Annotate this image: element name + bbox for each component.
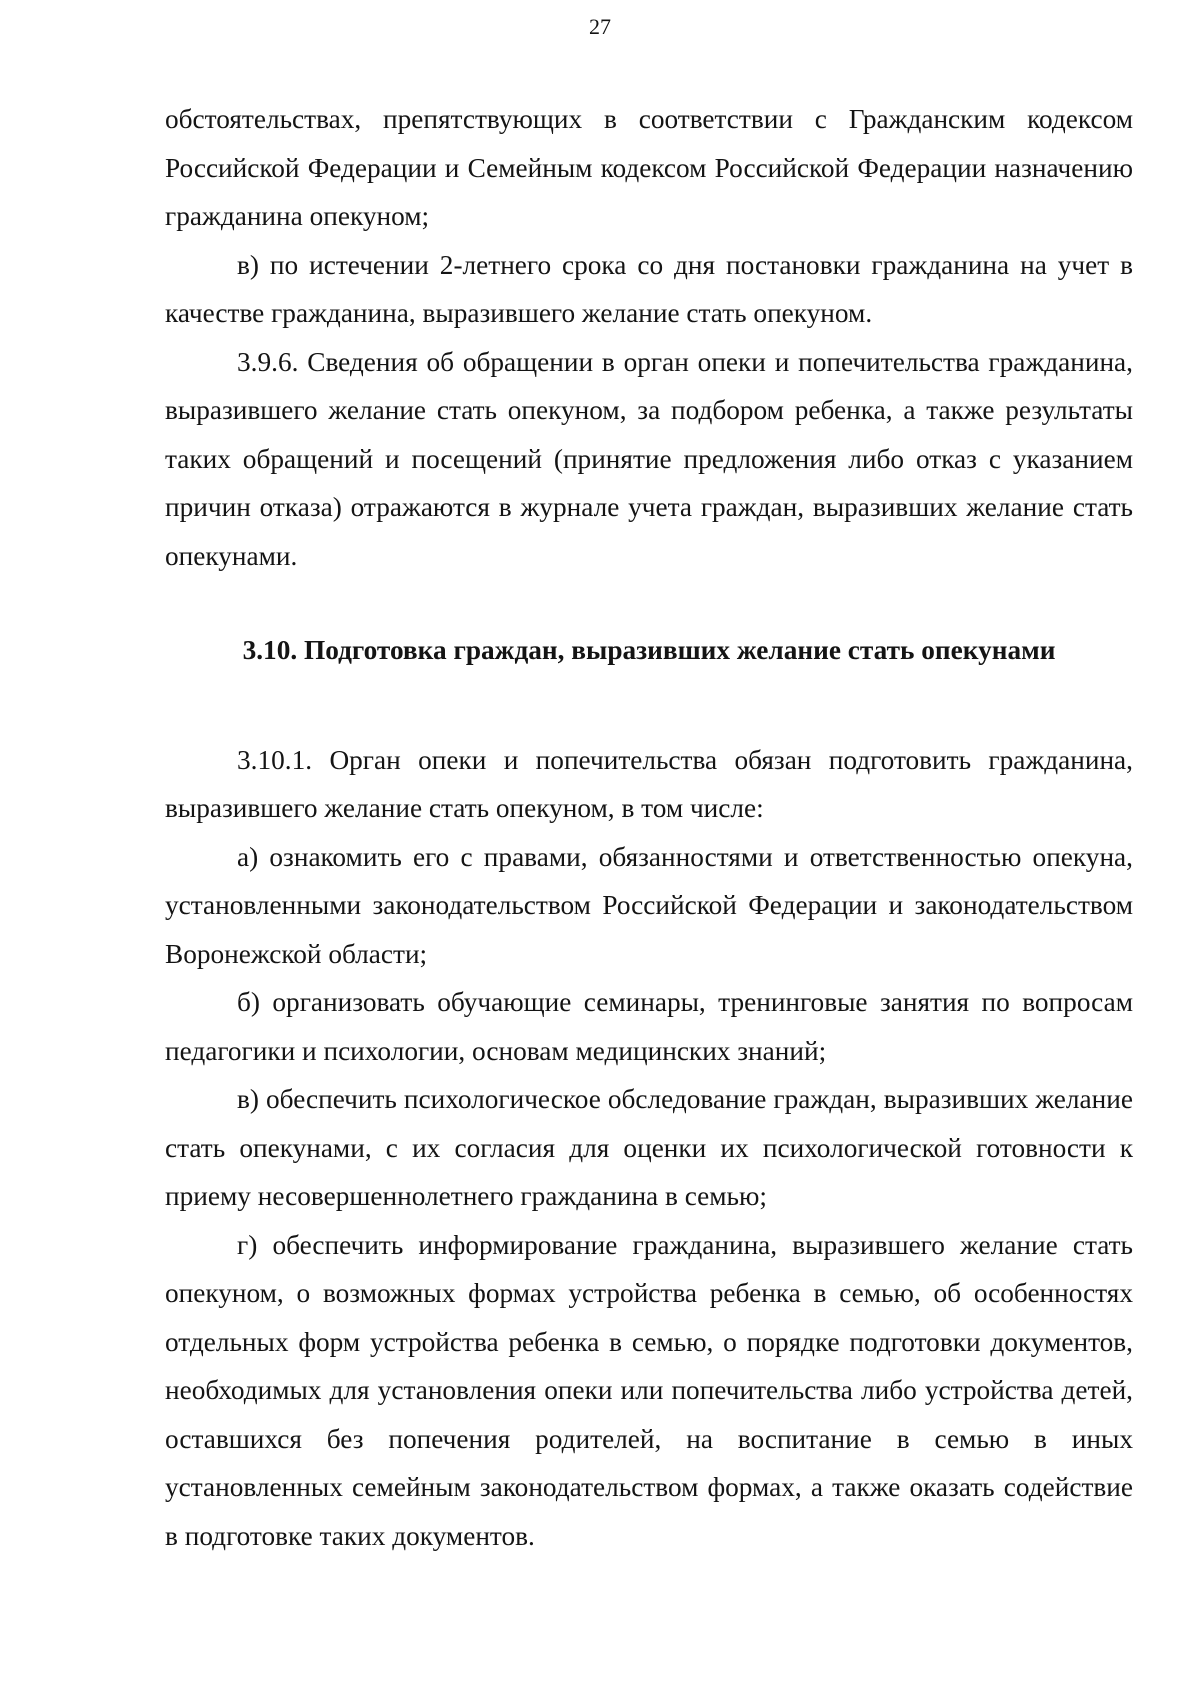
page-number: 27 — [589, 14, 611, 39]
paragraph-3-10-1: 3.10.1. Орган опеки и попечительства обязан подготовить гражданина, выразившего желание стать опекуном, в том числе: — [165, 744, 1133, 823]
spacer — [165, 580, 1133, 626]
spacer — [165, 675, 1133, 736]
document-body — [165, 95, 1133, 1560]
paragraph-3-9-6: 3.9.6. Сведения об обращении в орган опеки и попечительства гражданина, выразившего желание стать опекуном, за подбором ребенка, а также результаты таких обращений и посещений (принятие предложения либо отказ с указанием причин отказа) отражаются в журнале учета граждан, выразивших желание стать опекунами. — [165, 346, 1133, 571]
paragraph-item-v: в) по истечении 2-летнего срока со дня постановки гражданина на учет в качестве гражданина, выразившего желание стать опекуном. — [165, 249, 1133, 328]
section-heading: 3.10. Подготовка граждан, выразивших желание стать опекунами — [242, 635, 1056, 665]
paragraph-item-a: а) ознакомить его с правами, обязанностями и ответственностью опекуна, установленными законодательством Российской Федерации и законодательством Воронежской области; — [165, 841, 1133, 969]
paragraph-item-b: б) организовать обучающие семинары, тренинговые занятия по вопросам педагогики и психологии, основам медицинских знаний; — [165, 987, 1133, 1066]
paragraph-item-v2: в) обеспечить психологическое обследование граждан, выразивших желание стать опекунами, с их согласия для оценки их психологической готовности к приему несовершеннолетнего гражданина в семью; — [165, 1084, 1133, 1211]
paragraph-continuation: обстоятельствах, препятствующих в соответствии с Гражданским кодексом Российской Федерации и Семейным кодексом Российской Федерации назначению гражданина опекуном; — [165, 104, 1133, 231]
paragraph-item-g: г) обеспечить информирование гражданина, выразившего желание стать опекуном, о возможных формах устройства ребенка в семью, об особенностях отдельных форм устройства ребенка в семью, о порядке подготовки документов, необходимых для установления опеки или попечительства либо устройства детей, оставшихся без попечения родителей, на воспитание в семью в иных установленных семейным законодательством формах, а также оказать содействие в подготовке таких документов. — [165, 1229, 1133, 1551]
